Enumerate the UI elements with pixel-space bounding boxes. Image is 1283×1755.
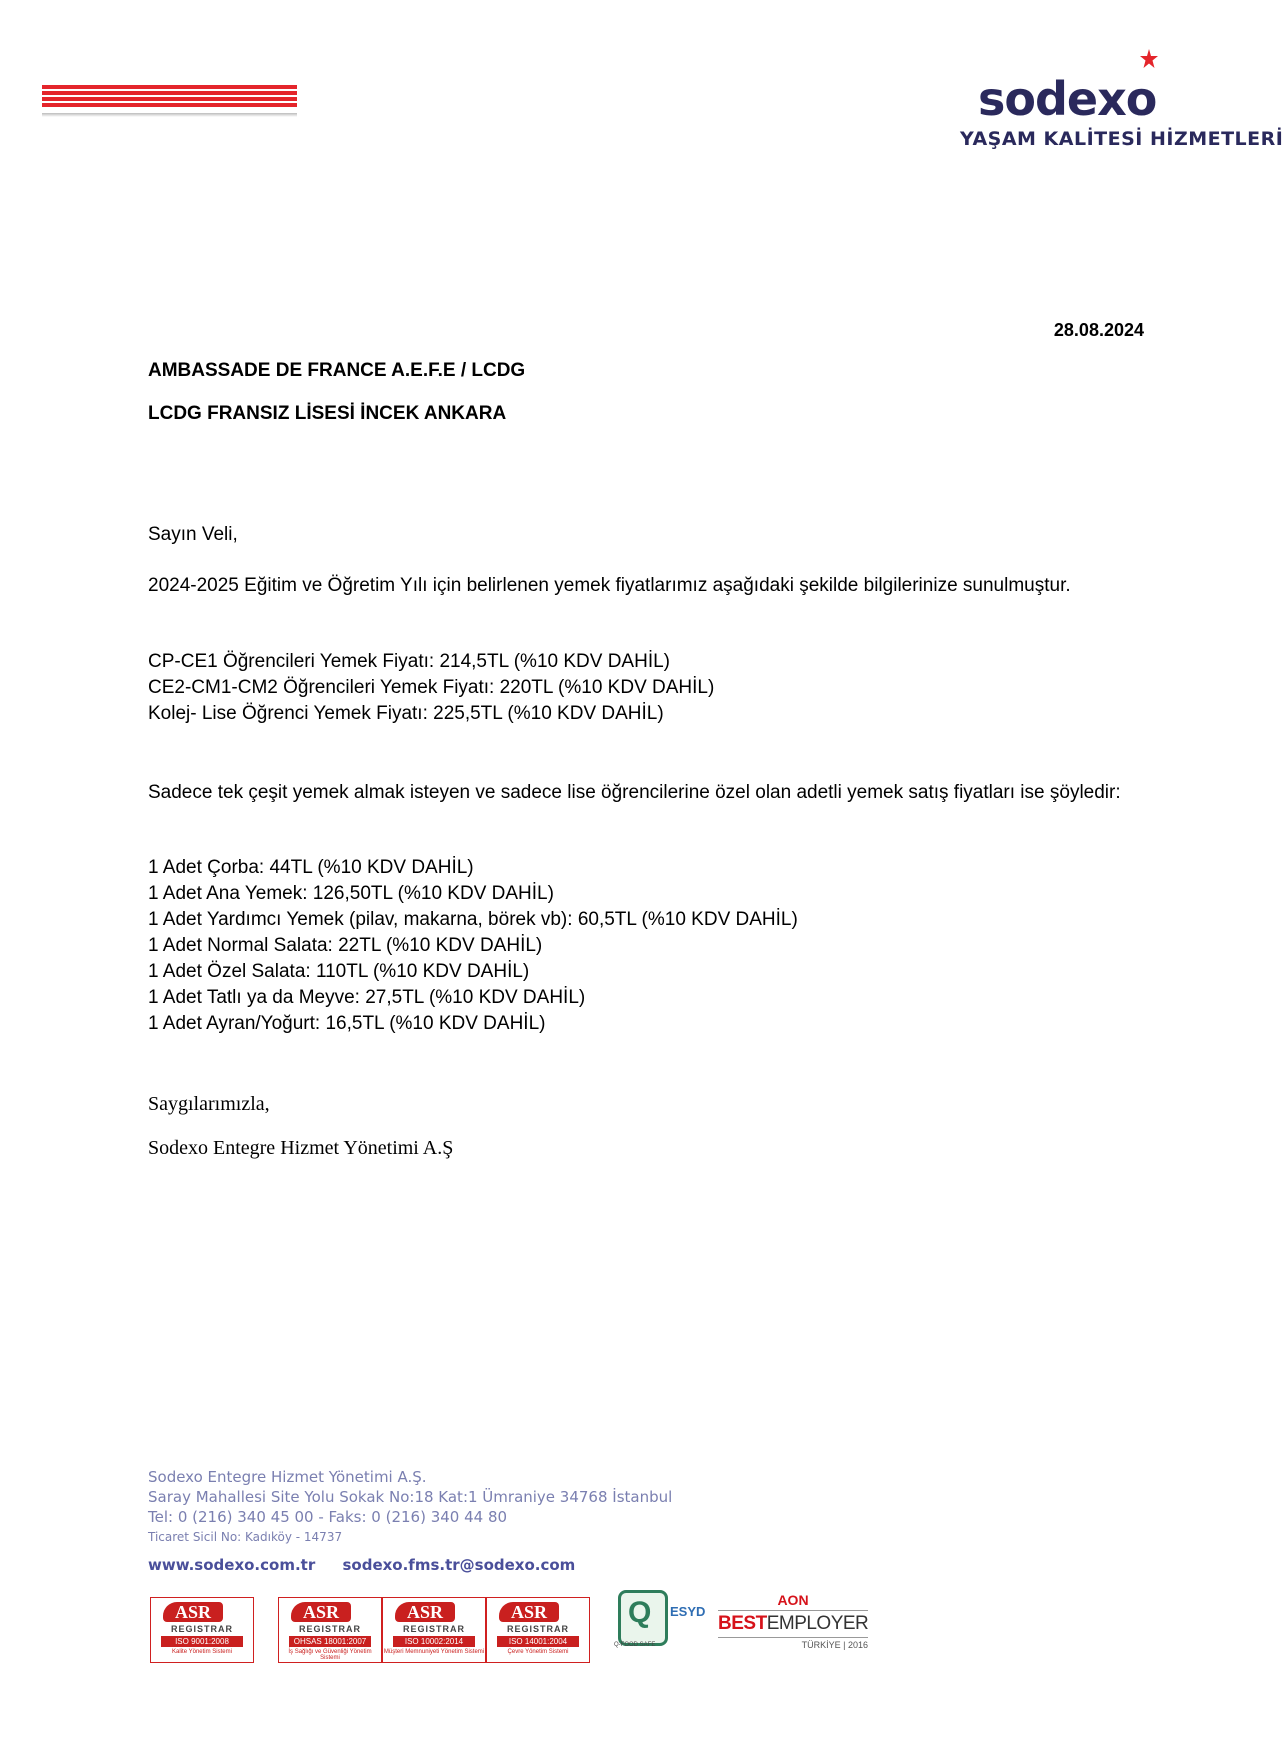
website-link[interactable]: www.sodexo.com.tr: [148, 1556, 316, 1574]
employer-word: EMPLOYER: [766, 1613, 869, 1634]
footer-registry: Ticaret Sicil No: Kadıköy - 14737: [148, 1530, 343, 1544]
signature-company: Sodexo Entegre Hizmet Yönetimi A.Ş: [148, 1137, 454, 1159]
item-price-line: 1 Adet Ana Yemek: 126,50TL (%10 KDV DAHİL): [148, 883, 554, 904]
price-line: CP-CE1 Öğrencileri Yemek Fiyatı: 214,5TL (%10 KDV DAHİL): [148, 651, 670, 672]
footer-company-name: Sodexo Entegre Hizmet Yönetimi A.Ş.: [148, 1468, 427, 1486]
closing-salutation: Saygılarımızla,: [148, 1093, 270, 1115]
cert-description: Çevre Yönetim Sistemi: [507, 1649, 569, 1655]
header-red-bar: [42, 85, 297, 115]
letter-date: 28.08.2024: [1053, 320, 1144, 340]
cert-badge-iso10002: [382, 1597, 486, 1663]
cert-description: Müşteri Memnuniyeti Yönetim Sistemi: [383, 1649, 485, 1655]
cert-registrar: REGISTRAR: [298, 1624, 361, 1634]
item-price-line: 1 Adet Özel Salata: 110TL (%10 KDV DAHİL): [148, 961, 530, 982]
asr-logo: ASR: [499, 1602, 559, 1622]
logo-wordmark: sodexo: [978, 72, 1157, 126]
asr-logo: ASR: [163, 1602, 223, 1622]
cert-badge-ohsas18001: [278, 1597, 382, 1663]
cert-badge-iso14001: [486, 1597, 590, 1663]
footer-links: [148, 1556, 597, 1574]
item-price-line: 1 Adet Yardımcı Yemek (pilav, makarna, börek vb): 60,5TL (%10 KDV DAHİL): [148, 909, 798, 930]
greeting: Sayın Veli,: [148, 524, 238, 545]
best-employer-country: TÜRKİYE | 2016: [801, 1640, 868, 1650]
best-word: BEST: [718, 1613, 767, 1634]
star-icon: [1138, 48, 1160, 70]
cert-standard: ISO 14001:2004: [497, 1636, 579, 1647]
cert-registrar: REGISTRAR: [506, 1624, 569, 1634]
item-price-list: [148, 855, 1138, 1037]
footer-phone: Tel: 0 (216) 340 45 00 - Faks: 0 (216) 340 44 80: [148, 1508, 508, 1526]
aon-logo: AON: [777, 1592, 809, 1608]
cert-registrar: REGISTRAR: [170, 1624, 233, 1634]
footer-address-block: [148, 1467, 672, 1547]
asr-logo: ASR: [395, 1602, 455, 1622]
price-list: [148, 649, 1138, 727]
logo-tagline: YAŞAM KALİTESİ HİZMETLERİ: [960, 128, 1283, 150]
asr-logo: ASR: [291, 1602, 351, 1622]
qfood-mark: Q: [628, 1596, 652, 1629]
cert-description: İş Sağlığı ve Güvenliği Yönetim Sistemi: [288, 1649, 372, 1661]
item-price-line: 1 Adet Ayran/Yoğurt: 16,5TL (%10 KDV DAHİL): [148, 1013, 546, 1034]
cert-standard: ISO 9001:2008: [161, 1636, 243, 1647]
item-prices-intro: Sadece tek çeşit yemek almak isteyen ve sadece lise öğrencilerine özel olan adetli yemek satış fiyatları ise şöyledir:: [148, 782, 1121, 803]
cert-description: Kalite Yönetim Sistemi: [172, 1649, 232, 1655]
recipient-line-2: LCDG FRANSIZ LİSESİ İNCEK ANKARA: [148, 403, 507, 424]
recipient-line-1: AMBASSADE DE FRANCE A.E.F.E / LCDG: [148, 360, 526, 381]
cert-standard: ISO 10002:2014: [393, 1636, 475, 1647]
price-line: Kolej- Lise Öğrenci Yemek Fiyatı: 225,5TL (%10 KDV DAHİL): [148, 703, 664, 724]
item-price-line: 1 Adet Tatlı ya da Meyve: 27,5TL (%10 KDV DAHİL): [148, 987, 586, 1008]
price-line: CE2-CM1-CM2 Öğrencileri Yemek Fiyatı: 220TL (%10 KDV DAHİL): [148, 677, 715, 698]
intro-paragraph: 2024-2025 Eğitim ve Öğretim Yılı için belirlenen yemek fiyatlarımız aşağıdaki şekilde bilgilerinize sunulmuştur.: [148, 575, 1071, 596]
sodexo-logo: [960, 48, 1283, 158]
esyd-logo: ESYD: [670, 1604, 706, 1619]
aon-best-employer-badge: [718, 1592, 868, 1662]
cert-standard: OHSAS 18001:2007: [289, 1636, 371, 1647]
item-price-line: 1 Adet Çorba: 44TL (%10 KDV DAHİL): [148, 857, 474, 878]
footer-address: Saray Mahallesi Site Yolu Sokak No:18 Kat:1 Ümraniye 34768 İstanbul: [148, 1488, 673, 1506]
email-link[interactable]: sodexo.fms.tr@sodexo.com: [342, 1556, 576, 1574]
item-price-line: 1 Adet Normal Salata: 22TL (%10 KDV DAHİL): [148, 935, 543, 956]
cert-badge-iso9001: [150, 1597, 254, 1663]
qfood-safe-badge: [614, 1590, 710, 1656]
qfood-label: Q-FOOD SAFE: [614, 1642, 656, 1648]
best-employer-text: [718, 1610, 868, 1638]
cert-registrar: REGISTRAR: [402, 1624, 465, 1634]
